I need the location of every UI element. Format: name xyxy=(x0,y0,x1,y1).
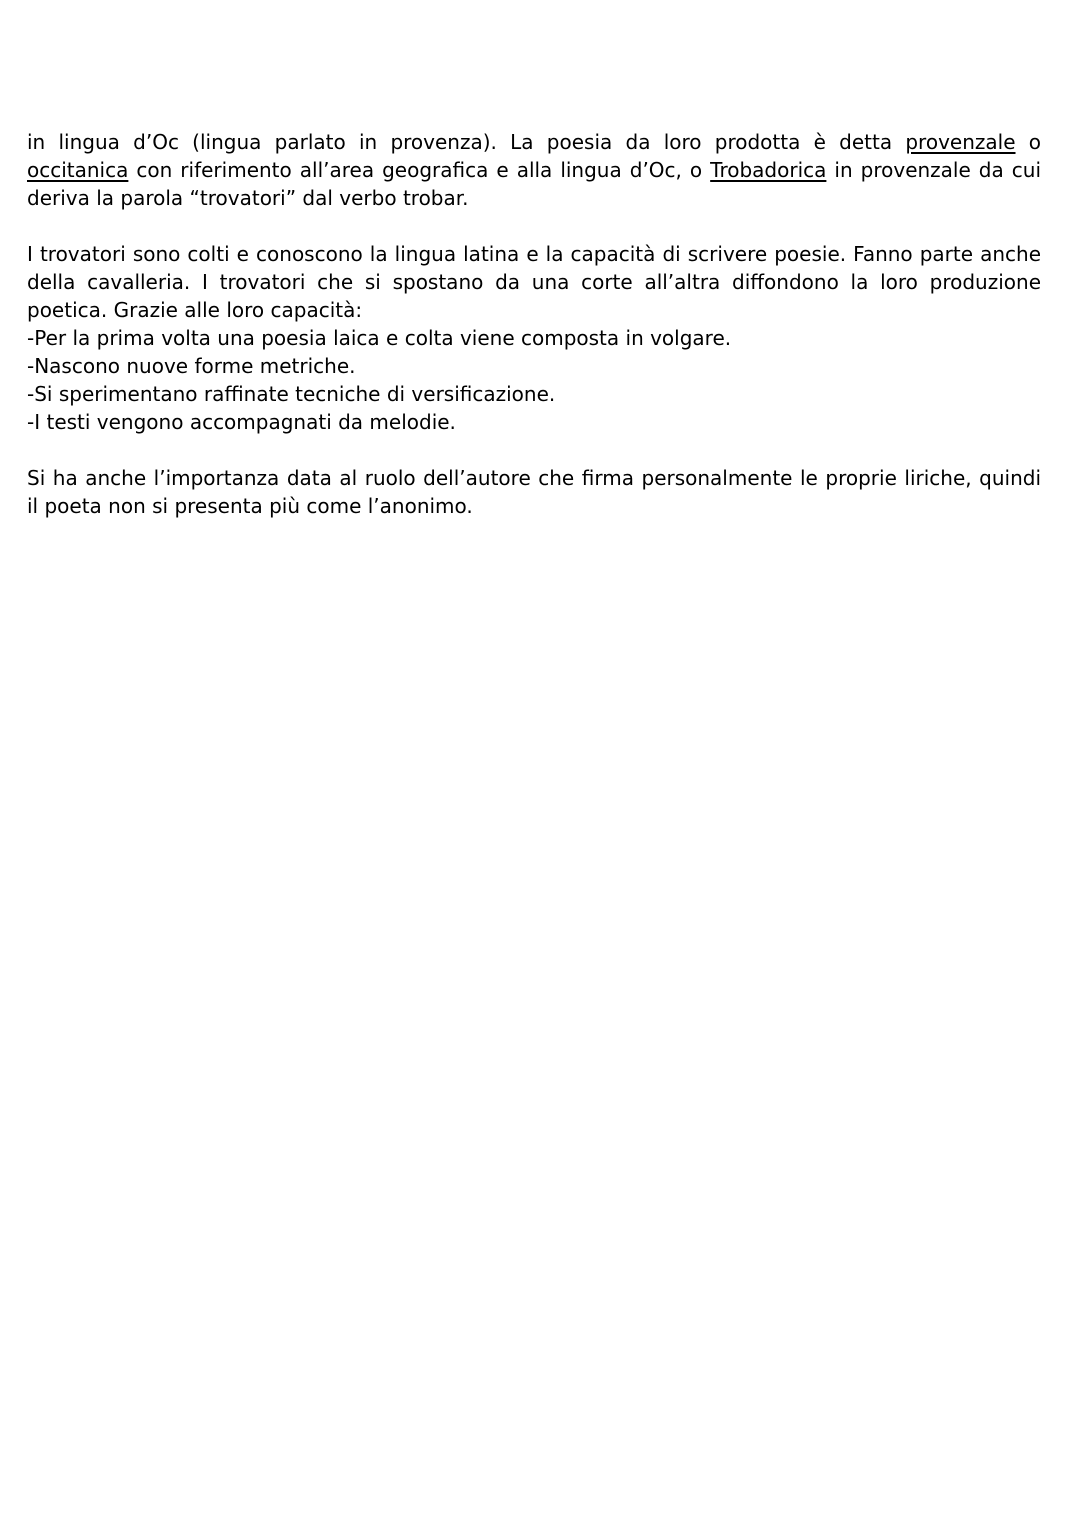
innovations-list xyxy=(27,324,1041,436)
list-item: -Per la prima volta una poesia laica e colta viene composta in volgare. xyxy=(27,326,732,350)
list-item: -Nascono nuove forme metriche. xyxy=(27,354,356,378)
underlined-term-occitanica: occitanica xyxy=(27,158,129,182)
document-page xyxy=(27,128,1041,520)
paragraph-text: o xyxy=(1015,130,1042,154)
paragraph-trovatori xyxy=(27,240,1041,436)
paragraph-text: in lingua d’Oc (lingua parlato in provenza). La poesia da loro prodotta è detta xyxy=(27,130,906,154)
underlined-term-provenzale: provenzale xyxy=(905,130,1016,154)
paragraph-intro: I trovatori sono colti e conoscono la lingua latina e la capacità di scrivere poesie. Fanno parte anche della cavalleria. I trovatori che si spostano da una corte all’altra diffondono la loro produzione poetica. Grazie alle loro capacità: xyxy=(27,242,1041,322)
paragraph-provenzale xyxy=(27,128,1041,212)
list-item: -I testi vengono accompagnati da melodie. xyxy=(27,410,456,434)
paragraph-autore: Si ha anche l’importanza data al ruolo dell’autore che firma personalmente le proprie liriche, quindi il poeta non si presenta più come l’anonimo. xyxy=(27,466,1041,518)
underlined-term-trobadorica: Trobadorica xyxy=(710,158,827,182)
list-item: -Si sperimentano raffinate tecniche di versificazione. xyxy=(27,382,556,406)
paragraph-text: con riferimento all’area geografica e alla lingua d’Oc, o xyxy=(128,158,711,182)
paragraph-text: in provenzale da cui deriva la parola “trovatori” dal verbo trobar. xyxy=(27,158,1041,210)
